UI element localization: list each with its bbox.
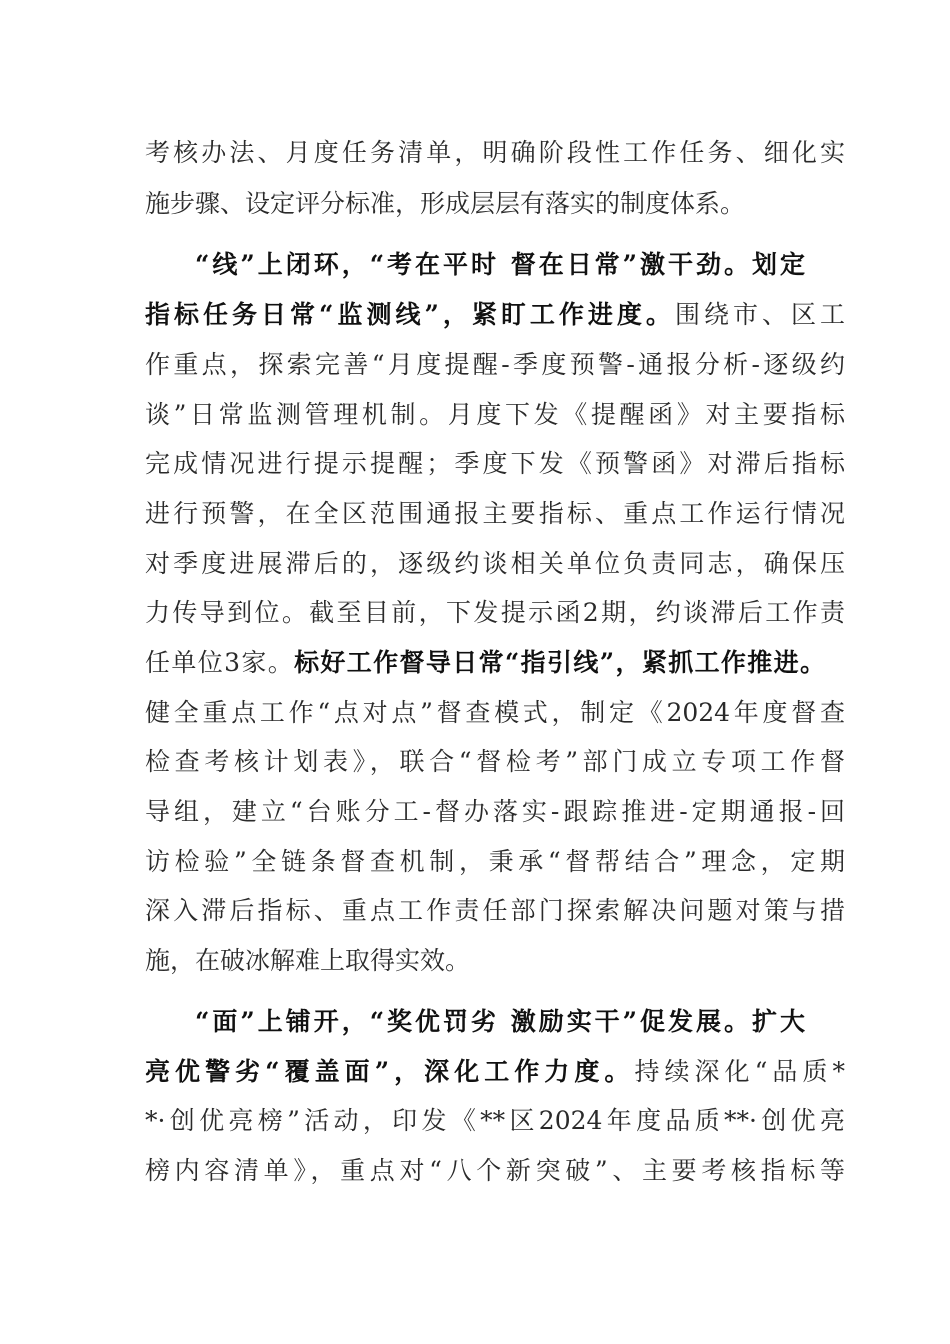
paragraph-2-line-15: 施，在破冰解难上取得实效。 <box>145 946 471 975</box>
paragraph-3-heading-line-1: “面”上铺开，“奖优罚劣 激励实干”促发展。扩大 <box>195 1007 805 1036</box>
paragraph-2-line-3: 作重点，探索完善“月度提醒-季度预警-通报分析-逐级约 <box>145 350 845 379</box>
paragraph-2-line-6: 进行预警，在全区范围通报主要指标、重点工作运行情况 <box>145 499 845 528</box>
paragraph-2-line-13: 访检验”全链条督查机制，秉承“督帮结合”理念，定期 <box>145 847 845 876</box>
paragraph-2-line-7: 对季度进展滞后的，逐级约谈相关单位负责同志，确保压 <box>145 549 845 578</box>
paragraph-1-line-1: 考核办法、月度任务清单，明确阶段性工作任务、细化实 <box>145 138 845 167</box>
paragraph-3-line-4: 榜内容清单》，重点对“八个新突破”、主要考核指标等 <box>145 1156 845 1185</box>
paragraph-2-heading-line-1: “线”上闭环，“考在平时 督在日常”激干劲。划定 <box>195 250 805 279</box>
paragraph-2-line-10: 健全重点工作“点对点”督查模式，制定《2024年度督查 <box>145 698 845 727</box>
paragraph-3-line-3: *·创优亮榜”活动，印发《**区2024年度品质**·创优亮 <box>145 1106 845 1135</box>
paragraph-2-line-9-text: 任单位3家。 <box>145 648 295 677</box>
paragraph-3-line-2-text: 持续深化“品质* <box>634 1057 845 1086</box>
paragraph-2-line-2 <box>145 295 845 335</box>
paragraph-2-line-14: 深入滞后指标、重点工作责任部门探索解决问题对策与措 <box>145 896 845 925</box>
paragraph-2-line-11: 检查考核计划表》，联合“督检考”部门成立专项工作督 <box>145 747 845 776</box>
paragraph-2-line-9 <box>145 643 825 683</box>
subheading-guidance-line: 标好工作督导日常“指引线”，紧抓工作推进。 <box>294 648 825 677</box>
paragraph-2-line-2-text: 围绕市、区工 <box>674 300 845 329</box>
paragraph-2-line-12: 导组，建立“台账分工-督办落实-跟踪推进-定期通报-回 <box>145 797 845 826</box>
paragraph-2-line-8: 力传导到位。截至目前，下发提示函2期，约谈滞后工作责 <box>145 598 845 627</box>
paragraph-3-line-2 <box>145 1052 845 1092</box>
paragraph-1-line-2: 施步骤、设定评分标准，形成层层有落实的制度体系。 <box>145 189 746 218</box>
subheading-coverage: 亮优警劣“覆盖面”，深化工作力度。 <box>145 1057 635 1086</box>
subheading-monitoring-line: 指标任务日常“监测线”，紧盯工作进度。 <box>145 300 675 329</box>
paragraph-2-line-5: 完成情况进行提示提醒；季度下发《预警函》对滞后指标 <box>145 449 845 478</box>
paragraph-2-line-4: 谈”日常监测管理机制。月度下发《提醒函》对主要指标 <box>145 400 845 429</box>
